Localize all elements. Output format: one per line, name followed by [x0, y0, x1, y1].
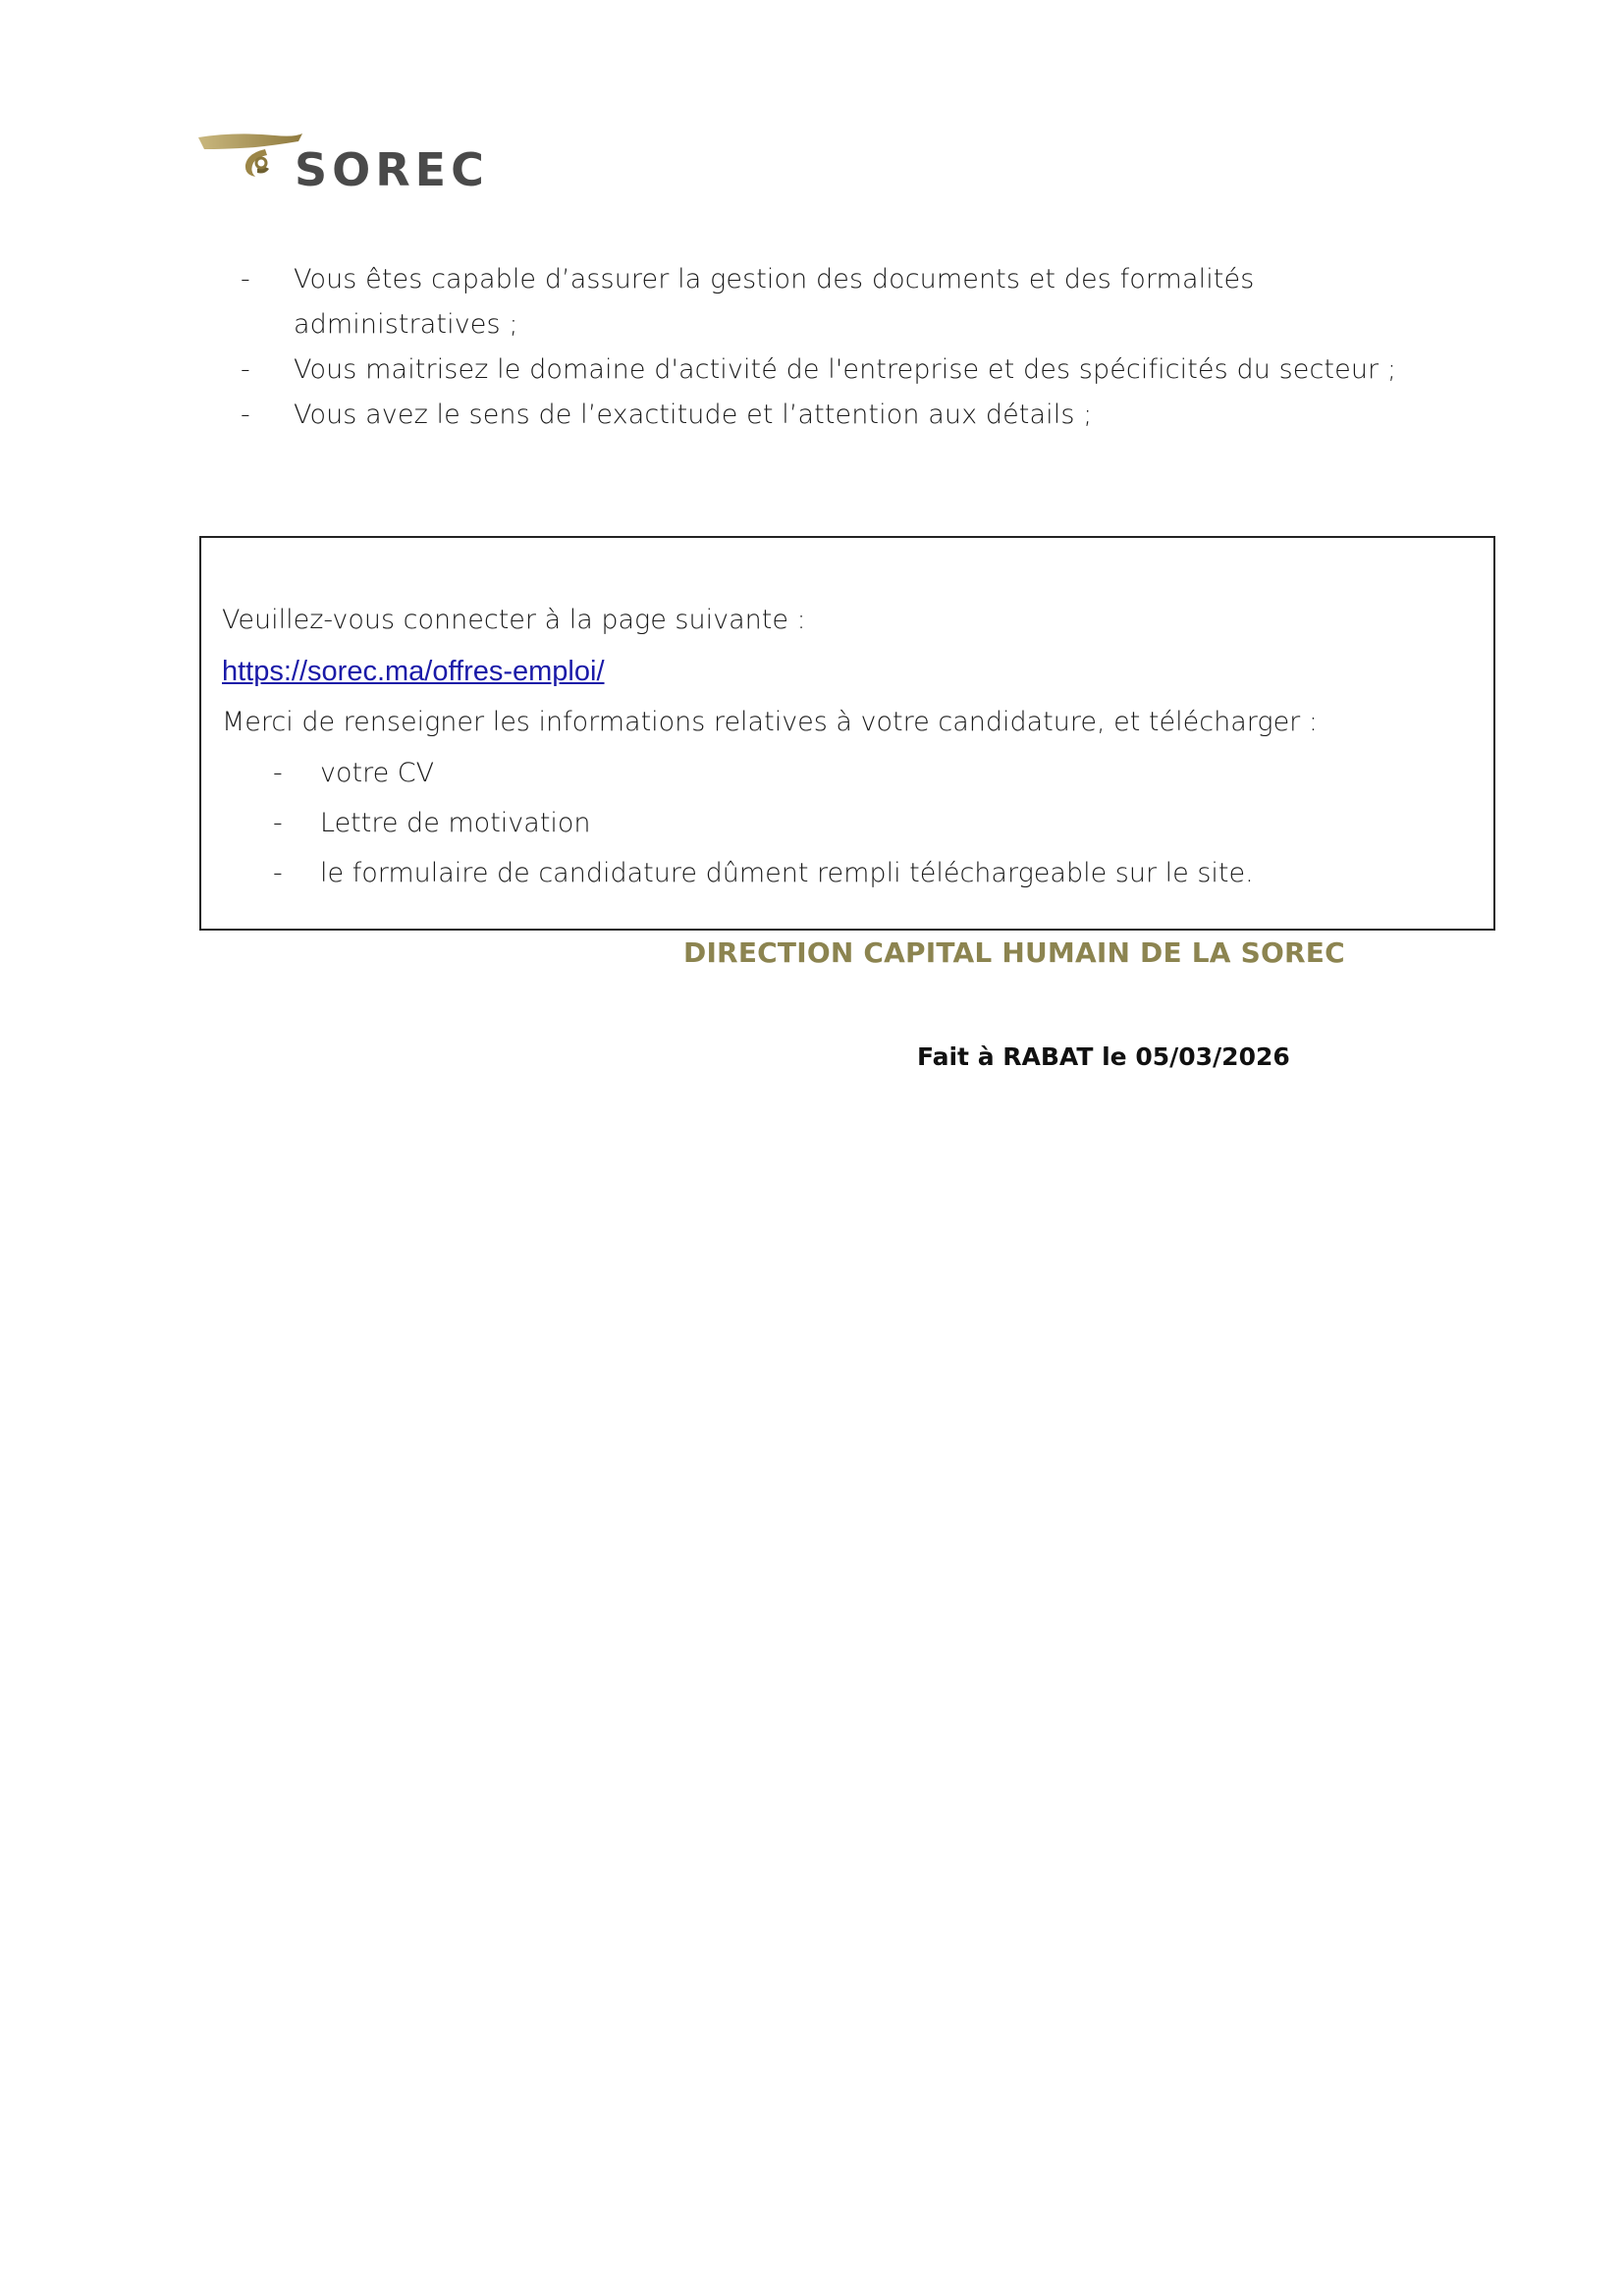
bullet-dash: - [241, 354, 250, 385]
document-label: votre CV [320, 758, 435, 788]
documents-list [222, 748, 1474, 898]
application-box-content [222, 595, 1474, 898]
application-intro: Veuillez-vous connecter à la page suivante : [222, 605, 806, 635]
list-item [222, 798, 1474, 848]
list-item-line: Vous maitrisez le domaine d'activité de l'entreprise et des spécificités du secteur ; [294, 354, 1397, 385]
list-item-line: Vous avez le sens de l’exactitude et l’attention aux détails ; [294, 400, 1093, 430]
list-item [222, 748, 1474, 798]
list-item-line: administratives ; [294, 309, 518, 340]
requirements-list [241, 257, 1399, 438]
list-item [222, 848, 1474, 898]
list-item-line: Vous êtes capable d’assurer la gestion des documents et des formalités [294, 264, 1255, 294]
bullet-dash: - [273, 808, 283, 838]
list-item [241, 347, 1399, 393]
bullet-dash: - [273, 858, 283, 888]
document-label: le formulaire de candidature dûment rempli téléchargeable sur le site. [320, 858, 1254, 888]
bullet-dash: - [273, 758, 283, 788]
bullet-dash: - [241, 264, 250, 294]
sorec-logo [196, 120, 540, 208]
job-offers-link[interactable]: https://sorec.ma/offres-emploi/ [222, 656, 605, 687]
sorec-horse-swoosh-icon [196, 120, 304, 198]
direction-heading: DIRECTION CAPITAL HUMAIN DE LA SOREC [683, 936, 1345, 969]
logo-wordmark: SOREC [295, 143, 489, 196]
list-item [241, 393, 1399, 438]
bullet-dash: - [241, 400, 250, 430]
application-box [199, 536, 1495, 931]
list-item [241, 257, 1399, 347]
document-label: Lettre de motivation [320, 808, 591, 838]
signature-line: Fait à RABAT le 05/03/2026 [917, 1042, 1290, 1071]
application-instruction: Merci de renseigner les informations relatives à votre candidature, et télécharger : [222, 707, 1318, 737]
